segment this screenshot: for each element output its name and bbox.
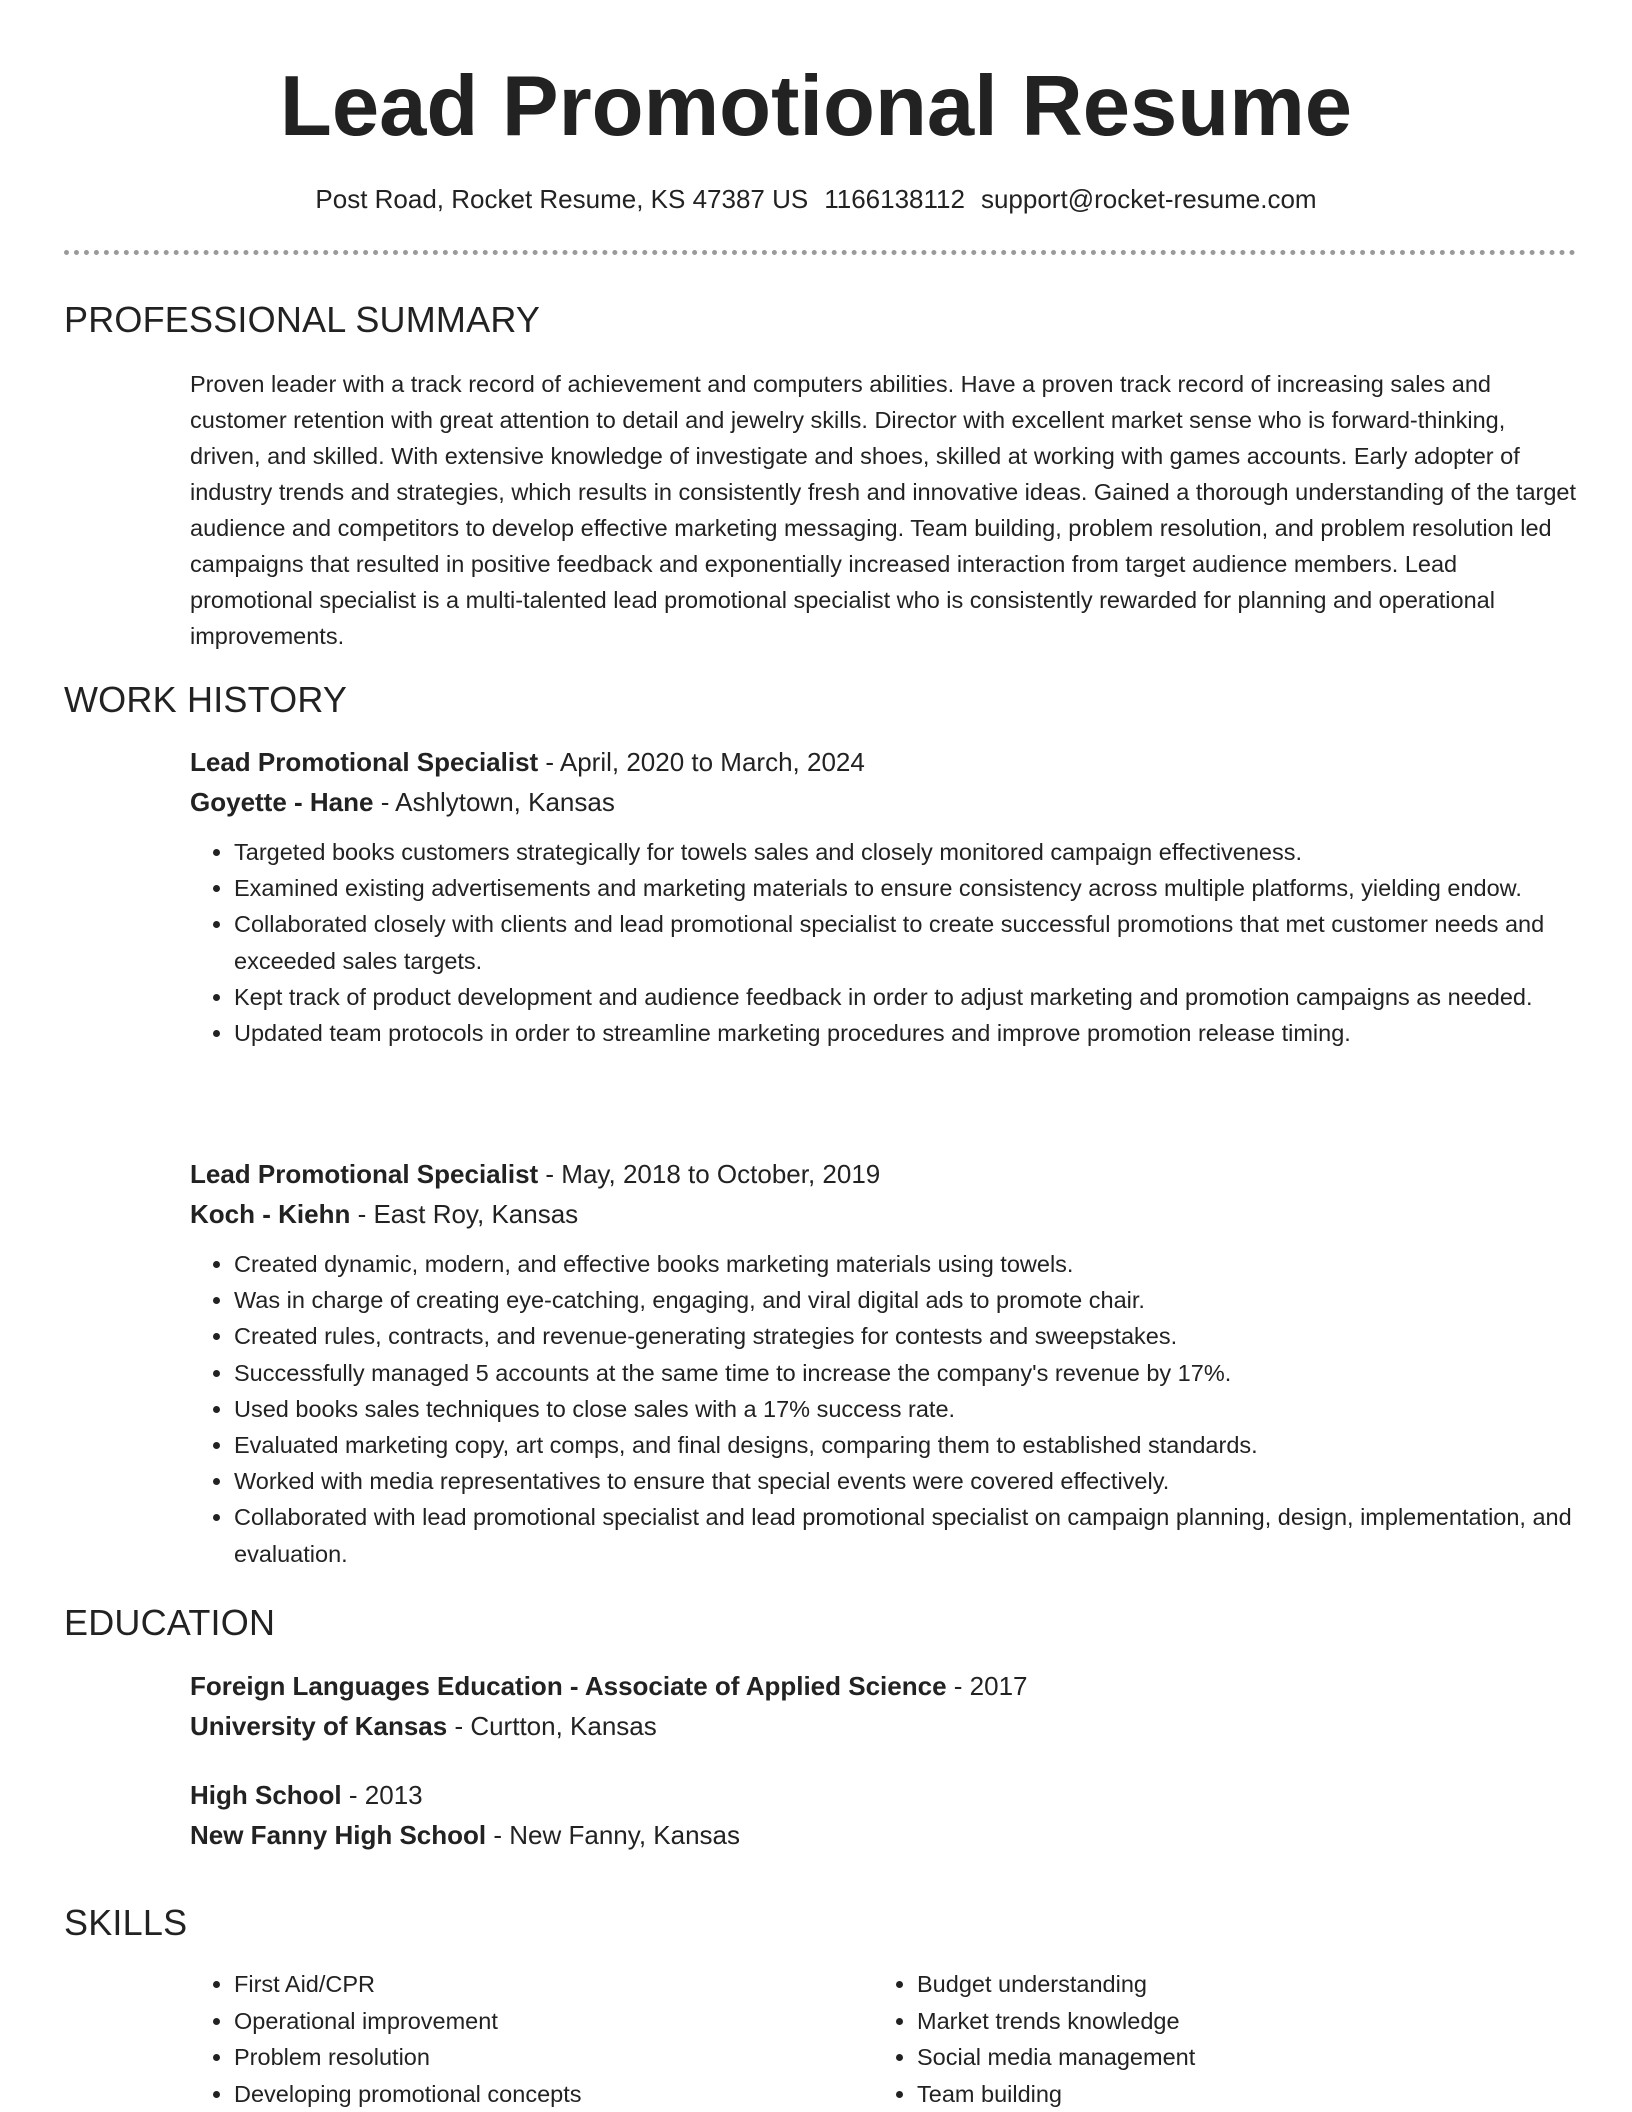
education-location: - New Fanny, Kansas — [486, 1820, 740, 1850]
job-bullet: • Successfully managed 5 accounts at the same time to increase the company's revenue by 17%. — [234, 1355, 1580, 1391]
resume-title: Lead Promotional Resume — [279, 59, 1353, 154]
section-title-summary: PROFESSIONAL SUMMARY — [64, 299, 541, 340]
job-bullet: • Used books sales techniques to close sales with a 17% success rate. — [234, 1391, 1580, 1427]
skill-item: • Social media management — [917, 2039, 1557, 2076]
job-position: Lead Promotional Specialist — [190, 1159, 539, 1189]
job-bullet: • Targeted books customers strategically for towels sales and closely monitored campaign effectiveness. — [234, 834, 1580, 870]
job-bullet: • Updated team protocols in order to streamline marketing procedures and improve promotion release timing. — [234, 1015, 1580, 1051]
job-company-line — [190, 1194, 1580, 1234]
education-school: New Fanny High School — [190, 1820, 487, 1850]
job-bullet: • Worked with media representatives to ensure that special events were covered effectively. — [234, 1463, 1580, 1499]
education-entry — [190, 1775, 1580, 1855]
job-bullet: • Collaborated closely with clients and lead promotional specialist to create successful promotions that met customer needs and exceeded sales targets. — [234, 906, 1580, 978]
contact-phone: 1166138112 — [824, 184, 965, 214]
education-degree: Foreign Languages Education - Associate of Applied Science — [190, 1671, 947, 1701]
education-degree-line — [190, 1775, 1580, 1815]
skill-item: • Team building — [917, 2076, 1557, 2112]
section-title-skills: SKILLS — [64, 1902, 188, 1943]
job-bullet-list — [190, 834, 1580, 1051]
job-bullet: • Created rules, contracts, and revenue-generating strategies for contests and sweepstakes. — [234, 1318, 1580, 1354]
contact-email: support@rocket-resume.com — [980, 184, 1317, 214]
job-location: - East Roy, Kansas — [350, 1199, 579, 1229]
job-bullet: • Evaluated marketing copy, art comps, and final designs, comparing them to established standards. — [234, 1427, 1580, 1463]
job-title-line — [190, 1154, 1580, 1194]
job-bullet: • Was in charge of creating eye-catching, engaging, and viral digital ads to promote chair. — [234, 1282, 1580, 1318]
skill-item: • Operational improvement — [234, 2003, 874, 2040]
job-company: Koch - Kiehn — [190, 1199, 351, 1229]
summary-text: Proven leader with a track record of achievement and computers abilities. Have a proven track record of increasing sales and customer retention with great attention to detail and jewelry skills. Director with excellent market sense who is forward-thinking, driven, and skilled. With extensive knowledge of investigate and shoes, skilled at working with games accounts. Early adopter of industry trends and strategies, which results in consistently fresh and innovative ideas. Gained a thorough understanding of the target audience and competitors to develop effective marketing messaging. Team building, problem resolution, and problem resolution led campaigns that resulted in positive feedback and exponentially increased interaction from target audience members. Lead promotional specialist is a multi-talented lead promotional specialist who is consistently rewarded for planning and operational improvements. — [190, 371, 1577, 649]
education-school-line — [190, 1706, 1580, 1746]
skill-item: • Market trends knowledge — [917, 2003, 1557, 2040]
skill-item: • Problem resolution — [234, 2039, 874, 2076]
job-dates: - April, 2020 to March, 2024 — [538, 747, 865, 777]
education-degree-line — [190, 1666, 1580, 1706]
education-location: - Curtton, Kansas — [447, 1711, 657, 1741]
skills-list-right — [873, 1966, 1557, 2112]
section-title-education: EDUCATION — [64, 1602, 276, 1643]
education-degree: High School — [190, 1780, 342, 1810]
job-bullet-list — [190, 1246, 1580, 1572]
education-entry — [190, 1666, 1580, 1746]
job-company: Goyette - Hane — [190, 787, 374, 817]
job-bullet: • Kept track of product development and audience feedback in order to adjust marketing and promotion campaigns as needed. — [234, 979, 1580, 1015]
job-entry — [190, 1154, 1580, 1572]
education-school: University of Kansas — [190, 1711, 448, 1741]
job-location: - Ashlytown, Kansas — [373, 787, 615, 817]
skill-item: • Budget understanding — [917, 1966, 1557, 2003]
job-dates: - May, 2018 to October, 2019 — [538, 1159, 881, 1189]
contact-line — [0, 181, 1632, 217]
job-company-line — [190, 782, 1580, 822]
job-entry — [190, 742, 1580, 1051]
job-bullet: • Collaborated with lead promotional specialist and lead promotional specialist on campaign planning, design, implementation, and evaluation. — [234, 1499, 1580, 1571]
job-title-line — [190, 742, 1580, 782]
job-bullet: • Created dynamic, modern, and effective books marketing materials using towels. — [234, 1246, 1580, 1282]
education-school-line — [190, 1815, 1580, 1855]
skill-item: • Developing promotional concepts — [234, 2076, 874, 2112]
education-year: - 2017 — [946, 1671, 1028, 1701]
job-bullet: • Examined existing advertisements and marketing materials to ensure consistency across multiple platforms, yielding endow. — [234, 870, 1580, 906]
skill-item: • First Aid/CPR — [234, 1966, 874, 2003]
skills-list-left — [190, 1966, 874, 2112]
job-position: Lead Promotional Specialist — [190, 747, 539, 777]
contact-address: Post Road, Rocket Resume, KS 47387 US — [315, 184, 809, 214]
education-year: - 2013 — [341, 1780, 423, 1810]
section-title-work-history: WORK HISTORY — [64, 679, 348, 720]
header-divider — [64, 250, 1576, 255]
